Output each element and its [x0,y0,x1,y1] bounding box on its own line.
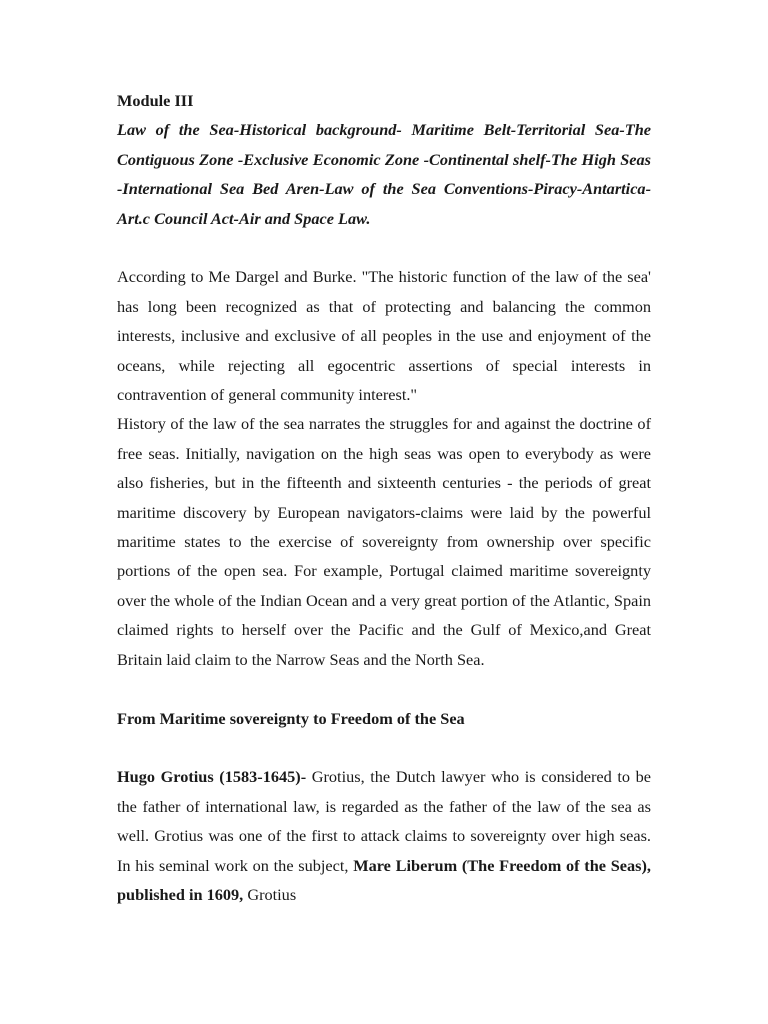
paragraph-spacer [117,233,651,262]
paragraph-spacer [117,733,651,762]
paragraph-history: History of the law of the sea narrates the struggles for and against the doctrine of free seas. Initially, navigation on the high seas was open to everybody as were also fisheries, but in the fifteenth and sixteenth centuries - the periods of great maritime discovery by European navigators-claims were laid by the powerful maritime states to the exercise of sovereignty from ownership over specific portions of the open sea. For example, Portugal claimed maritime sovereignty over the whole of the Indian Ocean and a very great portion of the Atlantic, Spain claimed rights to herself over the Pacific and the Gulf of Mexico,and Great Britain laid claim to the Narrow Seas and the North Sea. [117,414,651,669]
section-heading: From Maritime sovereignty to Freedom of the Sea [117,708,465,728]
grotius-text-1: Grotius, the Dutch lawyer who is considered to be the father of international law, is regarded as the father of the law of the sea as well. Grotius was one of the first to attack claims to sovereignty over high seas. In his seminal work on the subject, [117,767,651,875]
grotius-text-2: Grotius [243,884,297,904]
paragraph-grotius [117,762,651,909]
grotius-name: Hugo Grotius (1583-1645)- [117,767,307,787]
paragraph-spacer [117,674,651,703]
module-title: Module III [117,91,194,110]
paragraph-quote: According to Me Dargel and Burke. "The historic function of the law of the sea' has long been recognized as that of protecting and balancing the common interests, inclusive and exclusive of all peoples in the use and enjoyment of the oceans, while rejecting all egocentric assertions of special interests in contravention of general community interest." [117,267,651,405]
document-page [117,86,651,909]
grotius-work-title: Mare Liberum (The Freedom of the Seas), published in 1609, [117,855,652,904]
module-syllabus: Law of the Sea-Historical background- Maritime Belt-Territorial Sea-The Contiguous Zone -Exclusive Economic Zone -Continental shelf-The High Seas -International Sea Bed Aren-Law of the Sea Conventions-Piracy-Antartica- Art.c Council Act-Air and Space Law. [117,120,651,228]
